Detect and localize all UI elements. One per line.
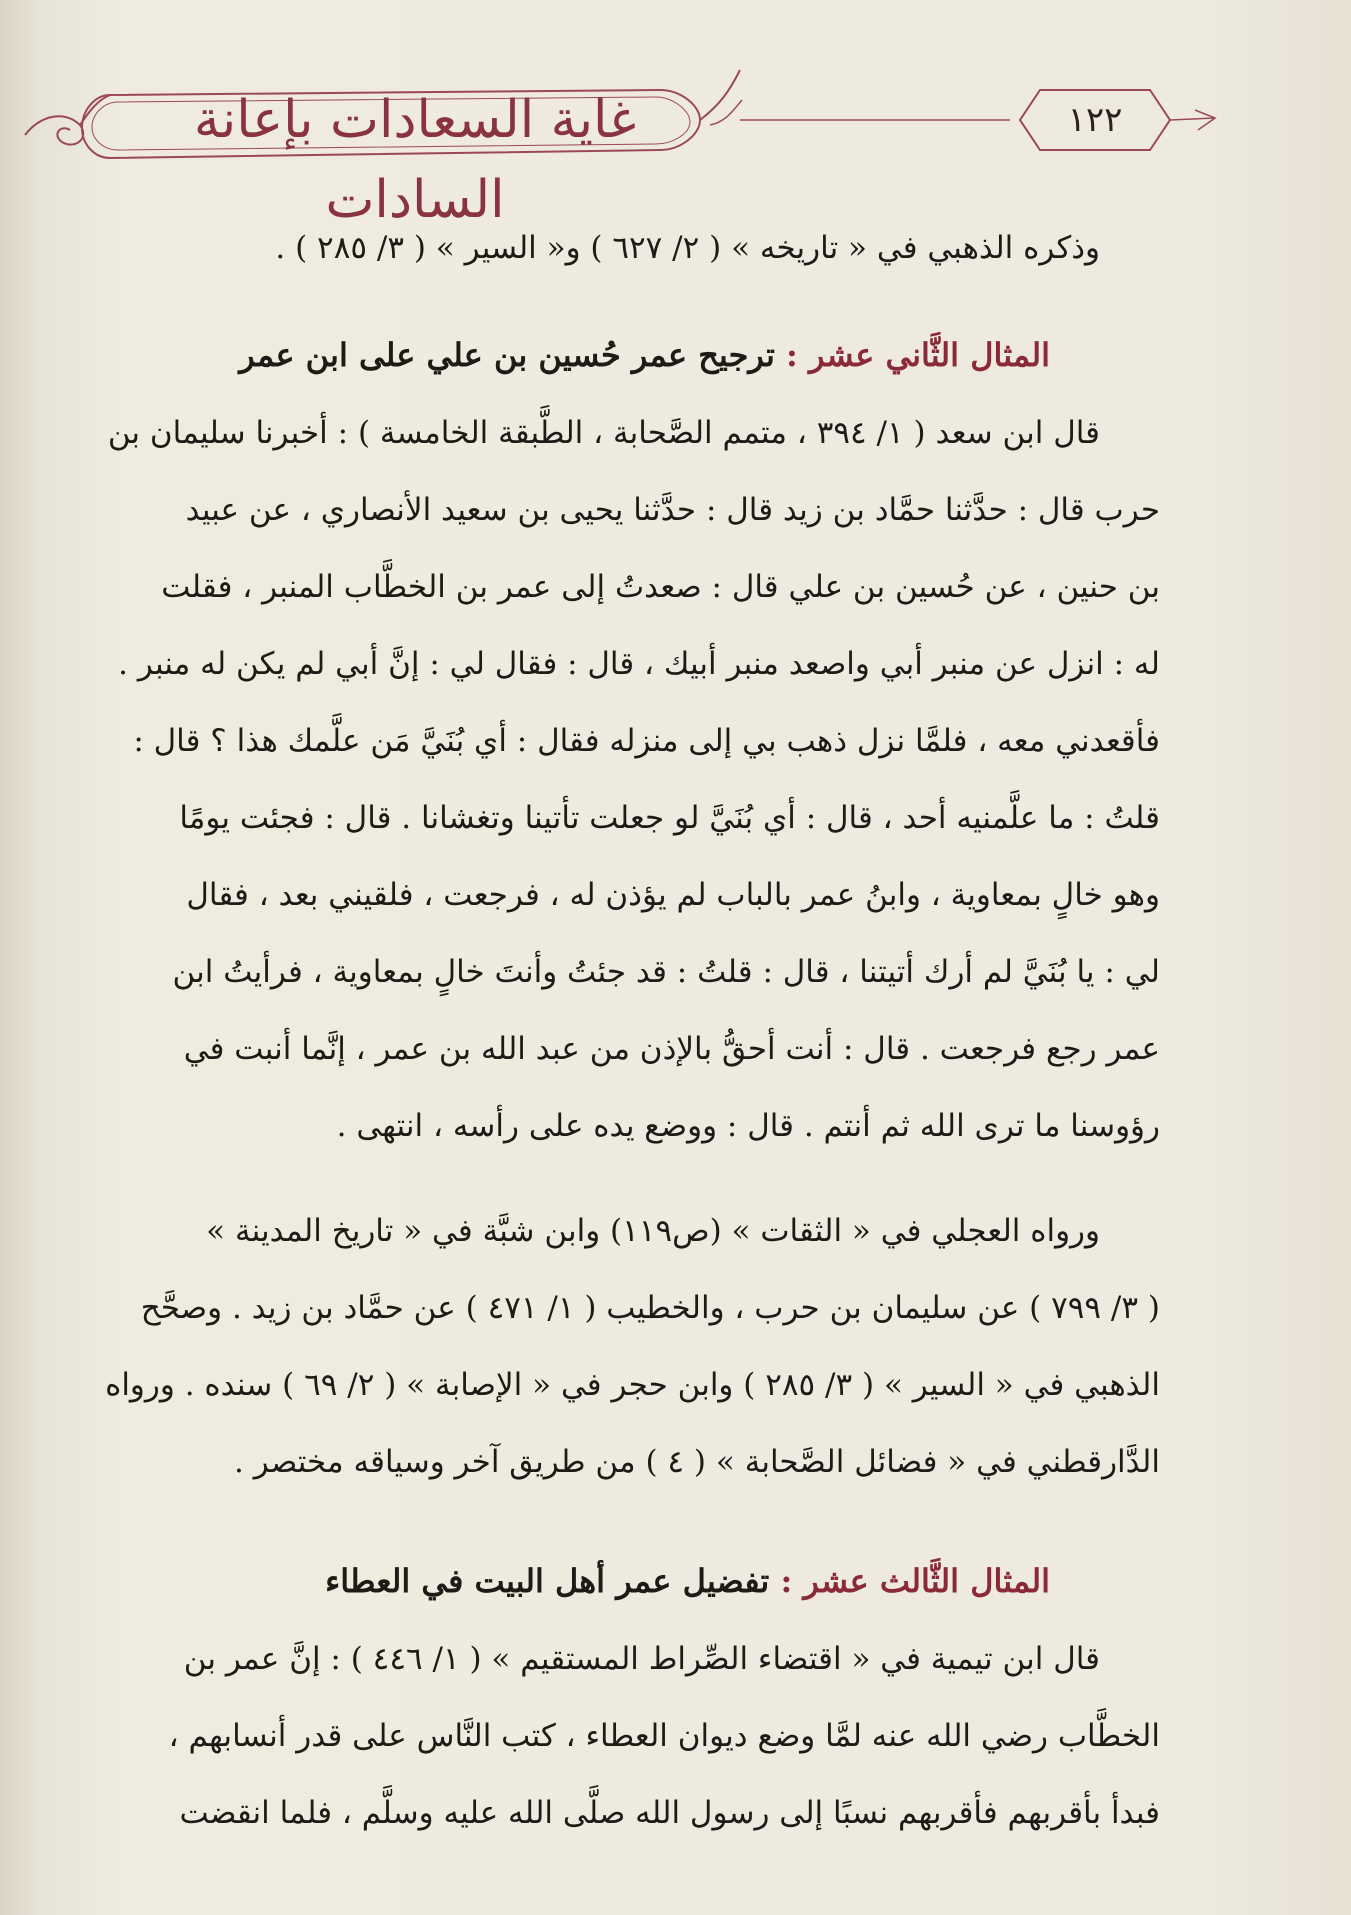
text-line: حرب قال : حدَّثنا حمَّاد بن زيد قال : حدَّثنا يحيى بن سعيد الأنصاري ، عن عبيد — [185, 492, 1160, 528]
text-line: فبدأ بأقربهم فأقربهم نسبًا إلى رسول الله صلَّى الله عليه وسلَّم ، فلما انقضت — [179, 1795, 1160, 1831]
page-header — [20, 50, 1220, 230]
text-line: الذهبي في « السير » ( ٣/ ٢٨٥ ) وابن حجر في « الإصابة » ( ٢/ ٦٩ ) سنده . ورواه — [105, 1367, 1160, 1403]
book-title: غاية السعادات بإعانة السادات — [193, 90, 637, 230]
text-line: له : انزل عن منبر أبي واصعد منبر أبيك ، قال : فقال لي : إنَّ أبي لم يكن له منبر . — [118, 646, 1160, 682]
text-line: فأقعدني معه ، فلمَّا نزل ذهب بي إلى منزله فقال : أي بُنَيَّ مَن علَّمك هذا ؟ قال : — [133, 723, 1160, 759]
text-line: رؤوسنا ما ترى الله ثم أنتم . قال : ووضع يده على رأسه ، انتهى . — [336, 1108, 1160, 1144]
page-body — [70, 210, 1160, 1852]
heading-label: المثال الثَّاني عشر : — [786, 336, 1050, 374]
section-heading — [70, 1541, 1160, 1621]
text-line: لي : يا بُنَيَّ لم أرك أتيتنا ، قال : قلتُ : قد جئتُ وأنتَ خالٍ بمعاوية ، فرأيتُ ابن — [172, 954, 1160, 990]
text-line: الخطَّاب رضي الله عنه لمَّا وضع ديوان العطاء ، كتب النَّاس على قدر أنسابهم ، — [168, 1718, 1160, 1754]
page-number: ١٢٢ — [1067, 100, 1123, 140]
text-line: بن حنين ، عن حُسين بن علي قال : صعدتُ إلى عمر بن الخطَّاب المنبر ، فقلت — [161, 569, 1160, 605]
text-line: قال ابن تيمية في « اقتضاء الصِّراط المستقيم » ( ١/ ٤٤٦ ) : إنَّ عمر بن — [183, 1641, 1100, 1677]
heading-label: المثال الثَّالث عشر : — [780, 1562, 1050, 1600]
heading-title: تفضيل عمر أهل البيت في العطاء — [325, 1562, 770, 1600]
section-heading — [70, 315, 1160, 395]
text-line: ( ٣/ ٧٩٩ ) عن سليمان بن حرب ، والخطيب ( ١/ ٤٧١ ) عن حمَّاد بن زيد . وصحَّح — [140, 1290, 1160, 1326]
text-line: الدَّارقطني في « فضائل الصَّحابة » ( ٤ ) من طريق آخر وسياقه مختصر . — [234, 1444, 1160, 1480]
text-line: ورواه العجلي في « الثقات » (ص١١٩) وابن شبَّة في « تاريخ المدينة » — [206, 1213, 1100, 1249]
text-line: وذكره الذهبي في « تاريخه » ( ٢/ ٦٢٧ ) و« السير » ( ٣/ ٢٨٥ ) . — [275, 230, 1100, 266]
text-line: عمر رجع فرجعت . قال : أنت أحقُّ بالإذن من عبد الله بن عمر ، إنَّما أنبت في — [183, 1031, 1160, 1067]
heading-title: ترجيح عمر حُسين بن علي على ابن عمر — [239, 336, 775, 374]
text-line: قلتُ : ما علَّمنيه أحد ، قال : أي بُنَيَّ لو جعلت تأتينا وتغشانا . قال : فجئت يومًا — [179, 800, 1160, 836]
text-line: وهو خالٍ بمعاوية ، وابنُ عمر بالباب لم يؤذن له ، فرجعت ، فلقيني بعد ، فقال — [186, 877, 1160, 913]
text-line: قال ابن سعد ( ١/ ٣٩٤ ، متمم الصَّحابة ، الطَّبقة الخامسة ) : أخبرنا سليمان بن — [107, 415, 1100, 451]
